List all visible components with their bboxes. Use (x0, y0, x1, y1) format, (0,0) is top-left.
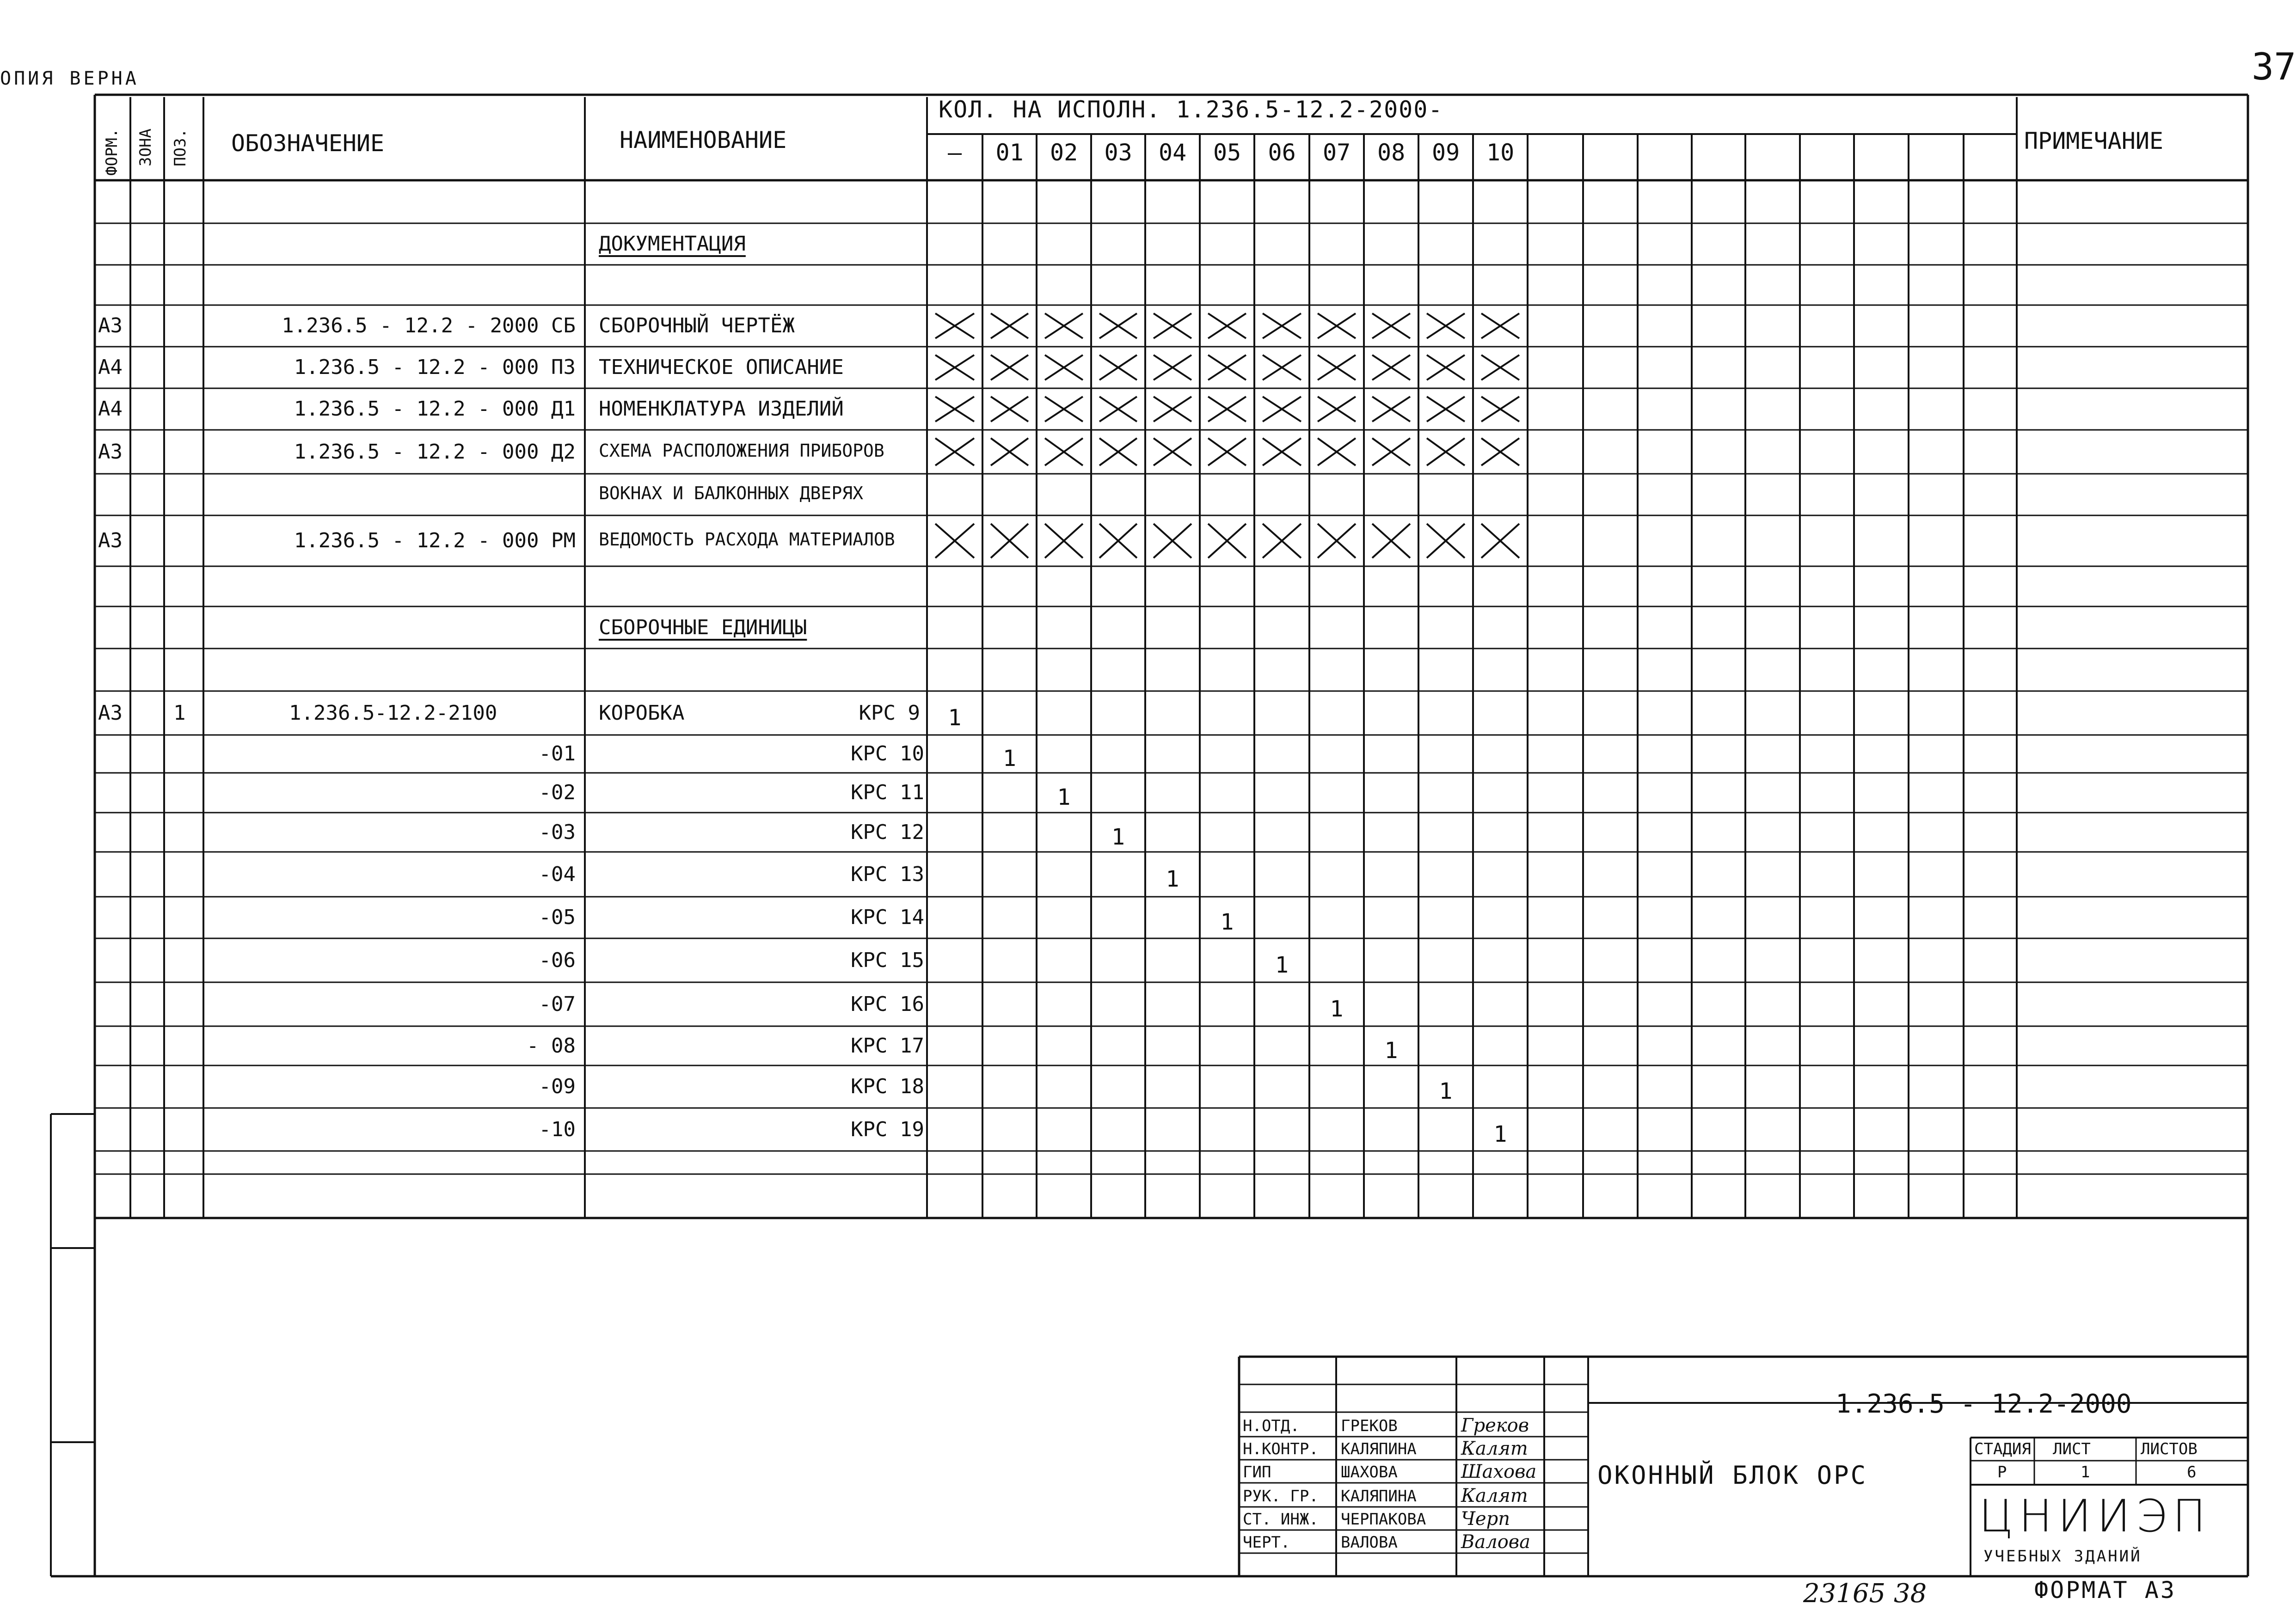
applicable-cross-mark (935, 397, 974, 422)
applicable-cross-mark (1208, 355, 1246, 380)
applicable-cross-mark (1099, 438, 1137, 465)
row-name: НОМЕНКЛАТУРА ИЗДЕЛИЙ (599, 397, 844, 421)
quantity-value: 1 (1493, 1121, 1507, 1147)
header-note: ПРИМЕЧАНИЕ (2024, 128, 2164, 154)
row-designation: -03 (539, 820, 576, 844)
row-designation: 1.236.5 - 12.2 - 000 ПЗ (294, 355, 576, 379)
applicable-cross-mark (935, 524, 974, 558)
document-title: ОКОННЫЙ БЛОК ОРС (1597, 1461, 1868, 1490)
row-designation: -09 (539, 1075, 576, 1098)
row-name: ТЕХНИЧЕСКОЕ ОПИСАНИЕ (599, 355, 844, 379)
applicable-cross-mark (1427, 397, 1465, 422)
organization-subtitle: УЧЕБНЫХ ЗДАНИЙ (1983, 1547, 2142, 1566)
applicable-cross-mark (1045, 355, 1083, 380)
row-designation: 1.236.5 - 12.2 - 000 Д2 (294, 440, 576, 464)
row-designation: 1.236.5 - 12.2 - 2000 СБ (282, 314, 576, 337)
row-name-mark: КРС 12 (851, 820, 924, 844)
applicable-cross-mark (1427, 438, 1465, 465)
row-name-mark: КРС 18 (851, 1075, 924, 1098)
applicable-cross-mark (1099, 397, 1137, 422)
row-name-mark: КРС 10 (851, 742, 924, 765)
applicable-cross-mark (1318, 355, 1356, 380)
applicable-cross-mark (1372, 524, 1410, 558)
signer-name: КАЛЯПИНА (1341, 1440, 1417, 1458)
variant-header-base: – (947, 139, 962, 166)
row-designation: -01 (539, 742, 576, 765)
signer-role: Н.КОНТР. (1243, 1440, 1319, 1458)
applicable-cross-mark (1099, 355, 1137, 380)
page-number: 37 (2252, 45, 2296, 88)
applicable-cross-mark (1045, 313, 1083, 338)
signer-signature: Калят (1461, 1485, 1528, 1506)
row-format: А4 (98, 397, 123, 421)
header-format: ФОРМ. (103, 128, 121, 176)
applicable-cross-mark (935, 355, 974, 380)
applicable-cross-mark (991, 397, 1028, 422)
quantity-value: 1 (1384, 1037, 1398, 1064)
applicable-cross-mark (1481, 524, 1519, 558)
quantity-value: 1 (1003, 746, 1016, 771)
row-designation: -07 (539, 992, 576, 1016)
document-code: 1.236.5 - 12.2-2000 (1836, 1389, 2132, 1419)
signer-signature: Черп (1461, 1508, 1510, 1530)
signer-role: ЧЕРТ. (1243, 1533, 1290, 1552)
variant-header-02: 02 (1050, 139, 1078, 166)
row-name: ВЕДОМОСТЬ РАСХОДА МАТЕРИАЛОВ (599, 529, 895, 550)
applicable-cross-mark (1154, 313, 1191, 338)
row-name-mark: КРС 13 (851, 862, 924, 886)
variant-header-04: 04 (1159, 139, 1187, 166)
row-name: ВОКНАХ И БАЛКОННЫХ ДВЕРЯХ (599, 483, 863, 503)
sheets-label: ЛИСТОВ (2141, 1440, 2198, 1458)
applicable-cross-mark (1208, 524, 1246, 558)
applicable-cross-mark (1318, 397, 1356, 422)
row-format: А3 (98, 440, 123, 464)
quantity-value: 1 (1057, 784, 1071, 810)
row-name-mark: КРС 11 (851, 781, 924, 804)
row-format: А3 (98, 529, 123, 552)
row-designation: -04 (539, 862, 576, 886)
applicable-cross-mark (1318, 438, 1356, 465)
row-name-mark: КРС 17 (851, 1034, 924, 1058)
signer-name: ЧЕРПАКОВА (1341, 1510, 1426, 1529)
applicable-cross-mark (1099, 313, 1137, 338)
variant-header-09: 09 (1432, 139, 1460, 166)
archive-number: 23165 38 (1803, 1579, 1927, 1609)
quantity-value: 1 (1439, 1078, 1453, 1104)
applicable-cross-mark (1372, 397, 1410, 422)
signer-role: РУК. ГР. (1243, 1487, 1319, 1506)
signer-signature: Калят (1461, 1438, 1528, 1459)
applicable-cross-mark (1318, 524, 1356, 558)
stage-value: Р (1997, 1463, 2007, 1481)
applicable-cross-mark (1099, 524, 1137, 558)
row-designation: 1.236.5-12.2-2100 (289, 701, 497, 725)
applicable-cross-mark (1263, 355, 1301, 380)
applicable-cross-mark (1372, 313, 1410, 338)
applicable-cross-mark (991, 313, 1028, 338)
organization-logo: ЦНИИЭП (1979, 1490, 2211, 1542)
header-zone: ЗОНА (136, 129, 155, 166)
applicable-cross-mark (1154, 355, 1191, 380)
signer-role: СТ. ИНЖ. (1243, 1510, 1319, 1529)
applicable-cross-mark (1427, 524, 1465, 558)
row-name: КОРОБКА (599, 701, 685, 725)
applicable-cross-mark (1154, 438, 1191, 465)
variant-header-01: 01 (995, 139, 1024, 166)
row-format: А3 (98, 314, 123, 337)
applicable-cross-mark (1154, 397, 1191, 422)
row-position: 1 (173, 701, 186, 725)
signer-name: КАЛЯПИНА (1341, 1487, 1417, 1506)
applicable-cross-mark (1045, 438, 1083, 465)
signer-role: Н.ОТД. (1243, 1417, 1300, 1435)
applicable-cross-mark (1208, 438, 1246, 465)
row-name-mark: КРС 15 (851, 948, 924, 972)
row-name: СХЕМА РАСПОЛОЖЕНИЯ ПРИБОРОВ (599, 440, 884, 461)
applicable-cross-mark (1481, 397, 1519, 422)
row-name-mark: КРС 19 (851, 1117, 924, 1141)
applicable-cross-mark (1318, 313, 1356, 338)
applicable-cross-mark (991, 355, 1028, 380)
sheet-value: 1 (2081, 1463, 2090, 1481)
quantity-value: 1 (948, 704, 962, 731)
variant-header-03: 03 (1104, 139, 1132, 166)
header-position: ПОЗ. (171, 129, 190, 166)
stage-label: СТАДИЯ (1974, 1440, 2031, 1458)
row-designation: -06 (539, 948, 576, 972)
quantity-value: 1 (1330, 996, 1344, 1022)
applicable-cross-mark (1263, 438, 1301, 465)
applicable-cross-mark (1372, 438, 1410, 465)
applicable-cross-mark (1427, 355, 1465, 380)
format-label: ФОРМАТ А3 (2034, 1577, 2176, 1604)
signer-name: ВАЛОВА (1341, 1533, 1398, 1552)
applicable-cross-mark (1427, 313, 1465, 338)
section-heading: СБОРОЧНЫЕ ЕДИНИЦЫ (599, 615, 807, 639)
row-format: А3 (98, 701, 123, 725)
quantity-value: 1 (1275, 952, 1289, 978)
row-name-mark: КРС 16 (851, 992, 924, 1016)
row-name-mark: КРС 9 (859, 701, 920, 725)
row-name: СБОРОЧНЫЙ ЧЕРТЁЖ (599, 314, 795, 337)
applicable-cross-mark (1208, 397, 1246, 422)
applicable-cross-mark (991, 438, 1028, 465)
quantity-value: 1 (1220, 909, 1234, 935)
applicable-cross-mark (1154, 524, 1191, 558)
variant-header-06: 06 (1268, 139, 1296, 166)
variant-header-07: 07 (1323, 139, 1351, 166)
row-designation: -05 (539, 906, 576, 929)
header-designation: ОБОЗНАЧЕНИЕ (231, 130, 385, 157)
signer-signature: Греков (1461, 1415, 1529, 1436)
applicable-cross-mark (935, 313, 974, 338)
sheet-label: ЛИСТ (2053, 1440, 2091, 1458)
row-designation: 1.236.5 - 12.2 - 000 РМ (294, 529, 576, 552)
variant-header-05: 05 (1213, 139, 1241, 166)
row-name-mark: КРС 14 (851, 906, 924, 929)
signer-signature: Валова (1461, 1531, 1530, 1553)
applicable-cross-mark (935, 438, 974, 465)
signer-signature: Шахова (1461, 1461, 1537, 1482)
signer-name: ШАХОВА (1341, 1463, 1398, 1481)
row-designation: 1.236.5 - 12.2 - 000 Д1 (294, 397, 576, 421)
applicable-cross-mark (991, 524, 1028, 558)
variant-header-10: 10 (1486, 139, 1515, 166)
applicable-cross-mark (1481, 355, 1519, 380)
quantity-value: 1 (1111, 824, 1125, 850)
sheets-value: 6 (2187, 1463, 2197, 1481)
row-designation: -02 (539, 781, 576, 804)
applicable-cross-mark (1372, 355, 1410, 380)
applicable-cross-mark (1263, 397, 1301, 422)
applicable-cross-mark (1045, 397, 1083, 422)
header-name: НАИМЕНОВАНИЕ (620, 127, 787, 153)
signer-role: ГИП (1243, 1463, 1271, 1481)
row-format: А4 (98, 355, 123, 379)
signer-name: ГРЕКОВ (1341, 1417, 1398, 1435)
row-designation: -10 (539, 1117, 576, 1141)
row-designation: - 08 (527, 1034, 576, 1058)
applicable-cross-mark (1263, 313, 1301, 338)
applicable-cross-mark (1481, 438, 1519, 465)
applicable-cross-mark (1481, 313, 1519, 338)
variant-header-08: 08 (1377, 139, 1406, 166)
applicable-cross-mark (1045, 524, 1083, 558)
applicable-cross-mark (1263, 524, 1301, 558)
stamp-copy-verified: ОПИЯ ВЕРНА (0, 68, 139, 89)
section-heading: ДОКУМЕНТАЦИЯ (599, 232, 746, 256)
header-quantity: КОЛ. НА ИСПОЛН. 1.236.5-12.2-2000- (939, 96, 1443, 123)
quantity-value: 1 (1166, 866, 1179, 892)
applicable-cross-mark (1208, 313, 1246, 338)
